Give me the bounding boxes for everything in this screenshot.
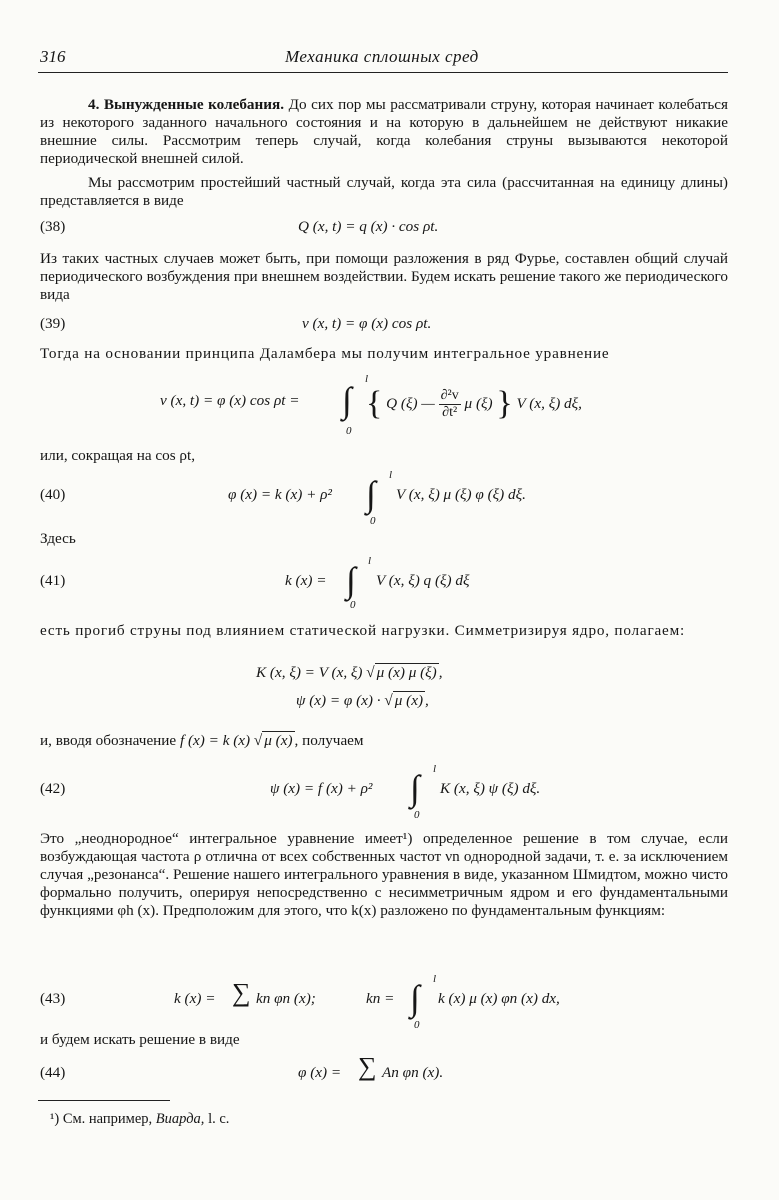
page-header xyxy=(40,48,730,72)
equation-lhs: ψ (x) = f (x) + ρ² xyxy=(270,780,373,797)
equation-body: Q (x, t) = q (x) · cos ρt. xyxy=(298,218,439,235)
equation-rhs: V (x, ξ) μ (ξ) φ (ξ) dξ. xyxy=(396,486,526,503)
page-number: 316 xyxy=(40,47,66,66)
equation-body: v (x, t) = φ (x) cos ρt. xyxy=(302,315,432,332)
header-rule xyxy=(38,72,728,73)
equation-41 xyxy=(40,555,728,618)
equation-number: (39) xyxy=(40,315,66,332)
equation-body: K (x, ξ) = V (x, ξ) √ μ (x) μ (ξ) , xyxy=(256,664,443,681)
equation-number: (38) xyxy=(40,218,66,235)
equation-lhs: k (x) = xyxy=(285,572,327,589)
sum-term: kn φn (x); xyxy=(256,990,316,1007)
integral-sign: ∫ xyxy=(342,380,352,420)
equation-number: (44) xyxy=(40,1064,66,1081)
equation-40 xyxy=(40,469,728,532)
integral-upper-limit: l xyxy=(433,763,437,775)
integral-lower-limit: 0 xyxy=(346,425,352,437)
paragraph-simplest-case: Мы рассмотрим простейший частный случай, когда эта сила (рассчитанная на единицу длины) представляется в виде xyxy=(40,174,728,209)
equation-rhs: K (x, ξ) ψ (ξ) dξ. xyxy=(440,780,541,797)
equation-44 xyxy=(40,1052,728,1094)
footnote: ¹) См. например, Виарда, l. c. xyxy=(50,1111,230,1127)
equation-39 xyxy=(40,315,728,345)
footnote-rule xyxy=(38,1100,170,1101)
equation-43 xyxy=(40,973,728,1036)
inline-equation-f: f (x) = k (x) √ μ (x) xyxy=(179,732,293,749)
paragraph-dalembert: Тогда на основании принципа Даламбера мы получим интегральное уравнение xyxy=(40,345,610,362)
second-derivative-fraction: $\frac{\text{∂²v}}{\text{∂t²}}$ xyxy=(440,388,459,420)
integral-lower-limit: 0 xyxy=(370,515,376,527)
integral-upper-limit: l xyxy=(389,469,393,481)
equation-lhs: v (x, t) = φ (x) cos ρt = xyxy=(160,392,300,409)
integral-upper-limit: l xyxy=(365,373,369,385)
equation-lhs: φ (x) = k (x) + ρ² xyxy=(228,486,332,503)
equation-number: (42) xyxy=(40,780,66,797)
sum-symbol: ∑ xyxy=(232,978,251,1007)
running-head: Механика сплошных сред xyxy=(285,47,479,66)
paragraph-text: До сих пор мы рассматривали струну, которая начинает колебаться из некоторого заданного начального состояния и на которую в дальнейшем не действуют никакие внешние силы. Рассмотрим теперь случай, когда колебания струны вызываются некоторой периодической внешней силой. xyxy=(40,96,729,167)
footnote-author: Виарда, xyxy=(155,1111,205,1127)
equation-38 xyxy=(40,218,728,248)
paragraph-here: Здесь xyxy=(40,530,76,547)
paragraph-cancel-cos: или, сокращая на cos ρt, xyxy=(40,447,195,464)
integral-upper-limit: l xyxy=(433,973,437,985)
equation-lhs: φ (x) = xyxy=(298,1064,342,1081)
kn-lhs: kn = xyxy=(366,990,395,1007)
equation-lhs: k (x) = xyxy=(174,990,216,1007)
integral-lower-limit: 0 xyxy=(414,809,420,821)
equation-dalembert xyxy=(40,373,728,440)
section-heading: 4. Вынужденные колебания. xyxy=(88,96,285,113)
integral-sign: ∫ xyxy=(346,560,356,600)
equation-number: (43) xyxy=(40,990,66,1007)
integrand: { Q (ξ) — $\frac{\text{∂²v}}{\text{∂t²}}$ μ (ξ) } V (x, ξ) dξ, xyxy=(366,384,582,422)
equation-kernel-k xyxy=(40,664,728,694)
paragraph-seek-solution: и будем искать решение в виде xyxy=(40,1031,240,1048)
paragraph-fourier: Из таких частных случаев может быть, при помощи разложения в ряд Фурье, составлен общий случай периодического возбуждения при внешнем воздействии. Будем искать решение такого же периодического вида xyxy=(40,250,728,303)
equation-psi xyxy=(40,692,728,722)
integral-sign: ∫ xyxy=(410,978,420,1018)
equation-rhs: k (x) μ (x) φn (x) dx, xyxy=(438,990,560,1007)
sum-symbol: ∑ xyxy=(358,1052,377,1081)
sum-term: An φn (x). xyxy=(382,1064,444,1081)
integral-sign: ∫ xyxy=(410,768,420,808)
paragraph-static-load: есть прогиб струны под влиянием статической нагрузки. Симметризируя ядро, полагаем: xyxy=(40,622,686,639)
equation-body: ψ (x) = φ (x) · √ μ (x) , xyxy=(296,692,429,709)
integral-lower-limit: 0 xyxy=(414,1019,420,1031)
equation-number: (41) xyxy=(40,572,66,589)
equation-number: (40) xyxy=(40,486,66,503)
paragraph-resonance: Это „неоднородное“ интегральное уравнение имеет¹) определенное решение в том случае, если возбуждающая частота ρ отлична от всех собственных частот νn однородной задачи, т. е. за исключением случая „резонанса“. Решение нашего интегрального уравнения в виде, указанном Шмидтом, можно чисто формально получить, оперируя непосредственно с несимметричным ядром и его фундаментальными функциями φh (x). Предположим для этого, что k(x) разложено по фундаментальным функциям: xyxy=(40,830,728,919)
equation-42 xyxy=(40,763,728,826)
integral-lower-limit: 0 xyxy=(350,599,356,611)
paragraph-forced-oscillations xyxy=(40,96,728,168)
equation-rhs: V (x, ξ) q (ξ) dξ xyxy=(376,572,470,589)
integral-sign: ∫ xyxy=(366,474,376,514)
paragraph-notation: и, вводя обозначение f (x) = k (x) √ μ (x) , получаем xyxy=(40,732,364,749)
integral-upper-limit: l xyxy=(368,555,372,567)
